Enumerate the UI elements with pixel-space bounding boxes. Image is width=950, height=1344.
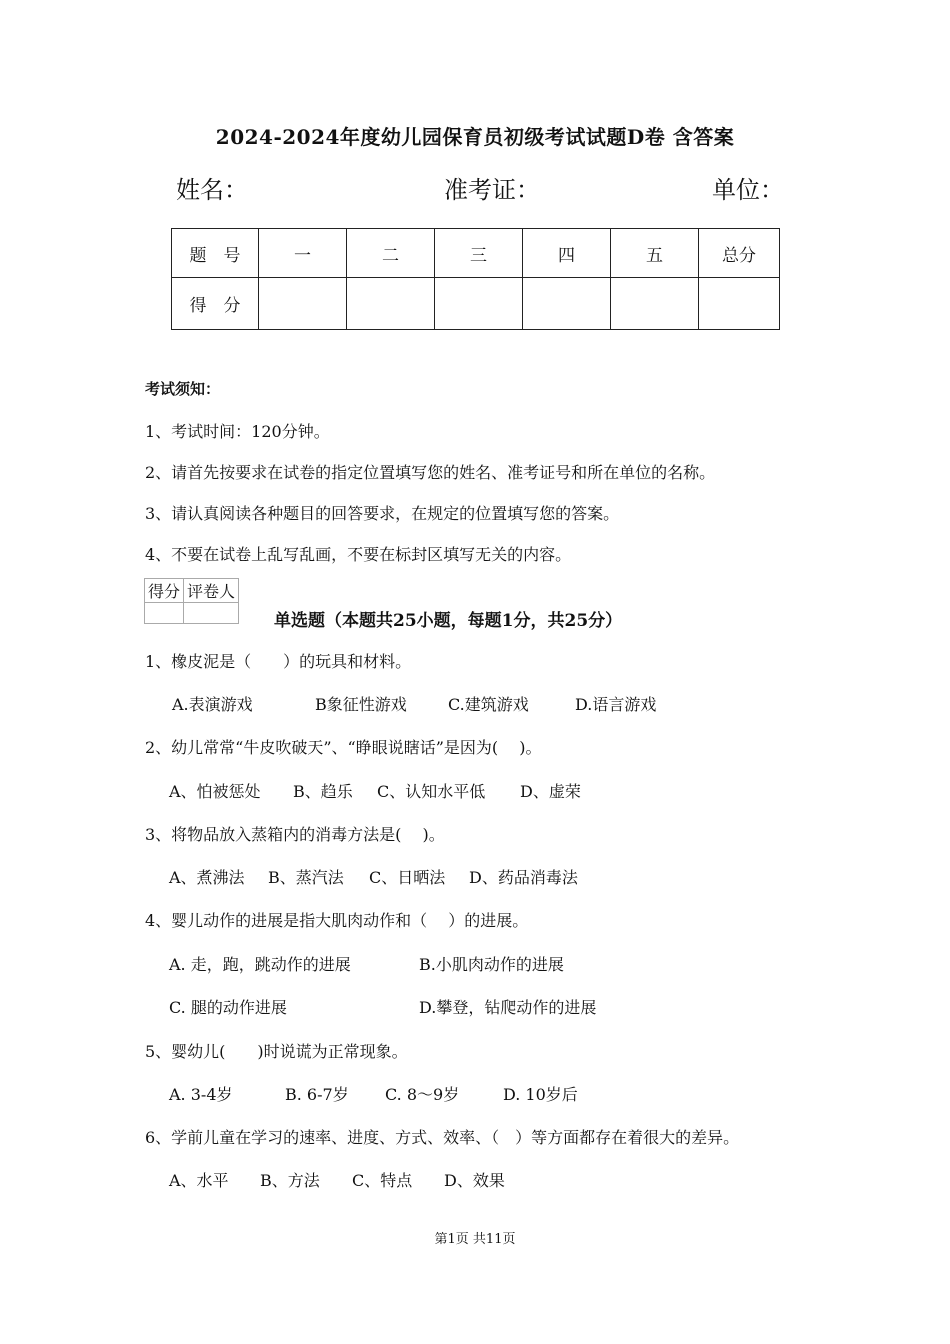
option-d: D.语言游戏 bbox=[575, 695, 657, 714]
grader-name-label: 评卷人 bbox=[184, 579, 239, 603]
option-c: C. 8～9岁 bbox=[385, 1085, 460, 1104]
score-table-header-row bbox=[172, 229, 780, 278]
score-cell[interactable] bbox=[435, 278, 523, 330]
score-row-label: 得 分 bbox=[172, 278, 259, 330]
name-label: 姓名： bbox=[176, 176, 248, 204]
option-b: B. 6-7岁 bbox=[285, 1085, 349, 1104]
option-c: C. 腿的动作进展 bbox=[169, 998, 287, 1017]
grader-score-label: 得分 bbox=[145, 579, 184, 603]
score-header-cell: 总分 bbox=[699, 229, 780, 278]
option-b: B.小肌肉动作的进展 bbox=[419, 955, 564, 974]
grader-score-cell[interactable] bbox=[145, 603, 184, 624]
option-d: D.攀登，钻爬动作的进展 bbox=[419, 998, 597, 1017]
option-c: C.建筑游戏 bbox=[448, 695, 529, 714]
score-header-cell: 题 号 bbox=[172, 229, 259, 278]
score-table bbox=[171, 228, 780, 330]
notice-item: 1、考试时间：120分钟。 bbox=[145, 422, 330, 441]
section-title: 单选题（本题共25小题，每题1分，共25分） bbox=[274, 611, 623, 631]
score-header-cell: 五 bbox=[611, 229, 699, 278]
question-text: 2、幼儿常常“牛皮吹破天”、“睁眼说瞎话”是因为( )。 bbox=[145, 738, 542, 757]
notice-item: 3、请认真阅读各种题目的回答要求，在规定的位置填写您的答案。 bbox=[145, 504, 620, 523]
option-c: C、认知水平低 bbox=[377, 782, 486, 801]
score-cell[interactable] bbox=[523, 278, 611, 330]
grader-box bbox=[144, 578, 239, 624]
question-text: 4、婴儿动作的进展是指大肌肉动作和（ ）的进展。 bbox=[145, 911, 529, 930]
score-header-cell: 四 bbox=[523, 229, 611, 278]
option-b: B、趋乐 bbox=[293, 782, 353, 801]
unit-label: 单位： bbox=[712, 176, 784, 204]
page-footer: 第1页 共11页 bbox=[434, 1232, 516, 1247]
option-c: C、特点 bbox=[352, 1171, 413, 1190]
question-text: 1、橡皮泥是（ ）的玩具和材料。 bbox=[145, 652, 412, 671]
score-cell[interactable] bbox=[259, 278, 347, 330]
score-cell[interactable] bbox=[699, 278, 780, 330]
option-a: A. 3-4岁 bbox=[169, 1085, 233, 1104]
option-d: D、效果 bbox=[444, 1171, 505, 1190]
score-header-cell: 三 bbox=[435, 229, 523, 278]
notice-item: 4、不要在试卷上乱写乱画，不要在标封区填写无关的内容。 bbox=[145, 545, 572, 564]
document-title: 2024-2024年度幼儿园保育员初级考试试题D卷 含答案 bbox=[215, 125, 735, 149]
score-header-cell: 二 bbox=[347, 229, 435, 278]
score-header-cell: 一 bbox=[259, 229, 347, 278]
option-b: B象征性游戏 bbox=[315, 695, 407, 714]
score-table-score-row bbox=[172, 278, 780, 330]
question-text: 6、学前儿童在学习的速率、进度、方式、效率、（ ）等方面都存在着很大的差异。 bbox=[145, 1128, 740, 1147]
option-a: A、怕被惩处 bbox=[169, 782, 261, 801]
exam-id-label: 准考证： bbox=[444, 176, 540, 204]
notice-item: 2、请首先按要求在试卷的指定位置填写您的姓名、准考证号和所在单位的名称。 bbox=[145, 463, 716, 482]
option-b: B、方法 bbox=[260, 1171, 320, 1190]
option-d: D、药品消毒法 bbox=[469, 868, 578, 887]
option-d: D、虚荣 bbox=[520, 782, 581, 801]
option-a: A、煮沸法 bbox=[169, 868, 245, 887]
option-b: B、蒸汽法 bbox=[268, 868, 344, 887]
option-c: C、日晒法 bbox=[369, 868, 446, 887]
score-cell[interactable] bbox=[347, 278, 435, 330]
option-d: D. 10岁后 bbox=[503, 1085, 578, 1104]
option-a: A、水平 bbox=[169, 1171, 229, 1190]
score-cell[interactable] bbox=[611, 278, 699, 330]
option-a: A. 走，跑，跳动作的进展 bbox=[169, 955, 351, 974]
notice-heading: 考试须知： bbox=[145, 380, 221, 398]
option-a: A.表演游戏 bbox=[172, 695, 253, 714]
question-text: 3、将物品放入蒸箱内的消毒方法是( )。 bbox=[145, 825, 445, 844]
question-text: 5、婴幼儿( )时说谎为正常现象。 bbox=[145, 1042, 408, 1061]
grader-name-cell[interactable] bbox=[184, 603, 239, 624]
